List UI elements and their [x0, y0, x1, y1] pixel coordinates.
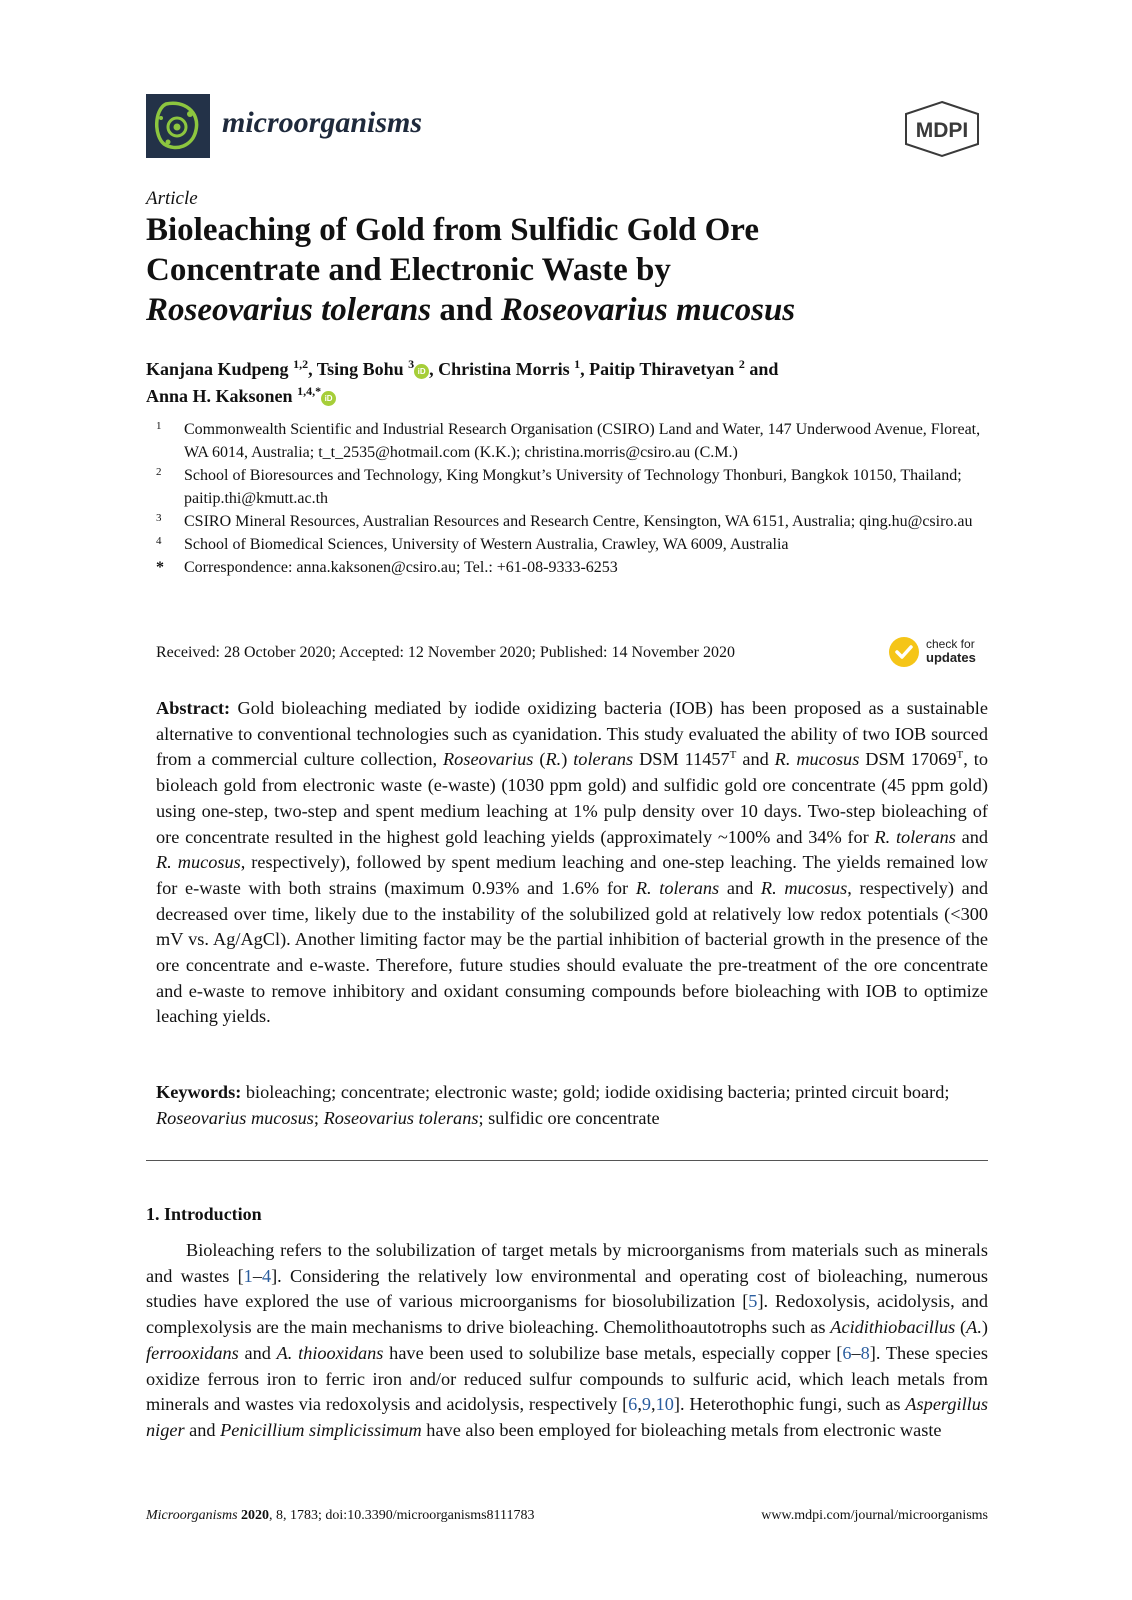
author-affiliation: 1,4,*	[297, 384, 322, 398]
journal-name: microorganisms	[222, 106, 423, 139]
affiliation-mark: 3	[156, 512, 162, 524]
affiliation-mark: 4	[156, 535, 162, 547]
check-updates-line-2: updates	[926, 650, 976, 665]
orcid-icon[interactable]: iD	[321, 391, 336, 406]
author-affiliation: 1	[574, 357, 581, 371]
citation-link[interactable]: 9	[641, 1394, 652, 1415]
affiliation-item	[156, 418, 1006, 464]
section-heading: 1. Introduction	[146, 1204, 262, 1224]
title-species-1: Roseovarius tolerans	[146, 292, 432, 328]
publication-dates: Received: 28 October 2020; Accepted: 12 November 2020; Published: 14 November 2020	[156, 644, 735, 661]
author-affiliation: 2	[738, 357, 745, 371]
affiliation-text: School of Bioresources and Technology, King Mongkut’s University of Technology Thonburi, Bangkok 10150, Thailand; paitip.thi@kmutt.ac.th	[184, 467, 962, 507]
author-separator: and	[744, 359, 779, 379]
keywords-label: Keywords:	[156, 1082, 242, 1102]
affiliation-mark: *	[156, 559, 164, 576]
check-updates-label	[926, 637, 976, 665]
affiliation-item	[156, 533, 1006, 556]
affiliation-text: School of Biomedical Sciences, University of Western Australia, Crawley, WA 6009, Australia	[184, 536, 789, 553]
author-name[interactable]: Paitip Thiravetyan	[589, 359, 735, 379]
author-list	[146, 356, 1006, 410]
title-species-2: Roseovarius mucosus	[500, 292, 796, 328]
title-line-1: Bioleaching of Gold from Sulfidic Gold Ore	[146, 212, 759, 248]
footer-journal: Microorganisms	[146, 1508, 238, 1523]
affiliation-mark: 1	[156, 420, 162, 432]
affiliation-item	[156, 556, 1006, 579]
author-name[interactable]: Anna H. Kaksonen	[146, 386, 293, 406]
article-title	[146, 210, 1006, 330]
citation-link[interactable]: 5	[748, 1291, 758, 1312]
section-divider	[146, 1160, 988, 1161]
check-updates-line-1: check for	[926, 637, 975, 651]
affiliation-text: CSIRO Mineral Resources, Australian Resources and Research Centre, Kensington, WA 6151, Australia; qing.hu@csiro.au	[184, 513, 973, 530]
citation-link[interactable]: 10	[655, 1394, 674, 1415]
affiliation-item	[156, 510, 1006, 533]
citation-link[interactable]: 4	[261, 1265, 272, 1286]
abstract-label: Abstract:	[156, 698, 231, 718]
affiliation-list	[156, 418, 1006, 579]
author-name[interactable]: Tsing Bohu	[316, 359, 404, 379]
check-for-updates-button[interactable]	[888, 636, 998, 672]
citation-link[interactable]: 6	[842, 1342, 852, 1363]
footer-url-link[interactable]: www.mdpi.com/journal/microorganisms	[761, 1508, 988, 1523]
footer-doi: , 8, 1783; doi:10.3390/microorganisms8111783	[269, 1508, 535, 1523]
affiliation-text: Commonwealth Scientific and Industrial Research Organisation (CSIRO) Land and Water, 147 Underwood Avenue, Floreat, WA 6014, Australia; t_t_2535@hotmail.com (K.K.); christina.morris@csiro.au (C.M.)	[184, 421, 981, 461]
title-and: and	[431, 292, 501, 328]
article-type: Article	[146, 188, 198, 209]
microorganism-logo-icon	[146, 94, 210, 158]
author-affiliation: 3	[408, 357, 415, 371]
title-line-2: Concentrate and Electronic Waste by	[146, 252, 671, 288]
mdpi-logo-text: MDPI	[915, 119, 969, 142]
abstract: Abstract: Gold bioleaching mediated by iodide oxidizing bacteria (IOB) has been proposed as a sustainable alternative to conventional technologies such as cyanidation. This study evaluated the ability of two IOB sourced from a commercial culture collection, Roseovarius (R.) tolerans DSM $11457^T$ and R. mucosus DSM $17069^T$, to bioleach gold from electronic waste (e-waste) (1030 ppm gold) and sulfidic gold ore concentrate (45 ppm gold) using one-step, two-step and spent medium leaching at 1% pulp density over 10 days. Two-step bioleaching of ore concentrate resulted in the highest gold leaching yields (approximately ~100% and 34% for R. tolerans and R. mucosus, respectively), followed by spent medium leaching and one-step leaching. The yields remained low for e-waste with both strains (maximum 0.93% and 1.6% for R. tolerans and R. mucosus, respectively) and decreased over time, likely due to the instability of the solubilized gold at relatively low redox potentials (<300 mV vs. Ag/AgCl). Another limiting factor may be the partial inhibition of bacterial growth in the presence of the ore concentrate and e-waste. Therefore, future studies should evaluate the pre-treatment of the ore concentrate and e-waste to remove inhibitory and oxidant consuming compounds before bioleaching with IOB to optimize leaching yields.	[156, 698, 989, 1027]
citation-link[interactable]: 8	[860, 1342, 870, 1363]
author-separator: ,	[429, 359, 439, 379]
affiliation-mark: 2	[156, 466, 162, 478]
citation-link[interactable]: 6	[628, 1394, 638, 1415]
check-updates-icon	[888, 636, 920, 668]
introduction-paragraph: Bioleaching refers to the solubilization of target metals by microorganisms from materials such as minerals and wastes [1–4]. Considering the relatively low environmental and operating cost of bioleaching, numerous studies have explored the use of various microorganisms for biosolubilization [5]. Redoxolysis, acidolysis, and complexolysis are the main mechanisms to drive bioleaching. Chemolithoautotrophs such as Acidithiobacillus (A.) ferrooxidans and A. thiooxidans have been used to solubilize base metals, especially copper [6–8]. These species oxidize ferrous iron to ferric iron and/or reduced sulfur compounds to sulfuric acid, which leach metals from minerals and wastes via redoxolysis and acidolysis, respectively [6,9,10]. Heterothophic fungi, such as Aspergillus niger and Penicillium simplicissimum have also been employed for bioleaching metals from electronic waste	[146, 1240, 989, 1440]
author-name[interactable]: Christina Morris	[438, 359, 570, 379]
mdpi-logo	[902, 100, 982, 158]
author-name[interactable]: Kanjana Kudpeng	[146, 359, 289, 379]
keywords: Keywords: bioleaching; concentrate; electronic waste; gold; iodide oxidising bacteria; printed circuit board; Roseovarius mucosus; Roseovarius tolerans; sulfidic ore concentrate	[156, 1082, 950, 1128]
footer-citation	[146, 1508, 535, 1524]
footer-year: 2020	[237, 1508, 270, 1523]
correspondence-text: Correspondence: anna.kaksonen@csiro.au; Tel.: +61-08-9333-6253	[184, 559, 618, 576]
affiliation-item	[156, 464, 1006, 510]
orcid-icon[interactable]: iD	[414, 364, 429, 379]
citation-link[interactable]: 1	[243, 1265, 253, 1286]
author-separator: ,	[308, 359, 317, 379]
author-affiliation: 1,2	[293, 357, 309, 371]
journal-logo-icon	[146, 94, 210, 158]
author-separator: ,	[580, 359, 590, 379]
